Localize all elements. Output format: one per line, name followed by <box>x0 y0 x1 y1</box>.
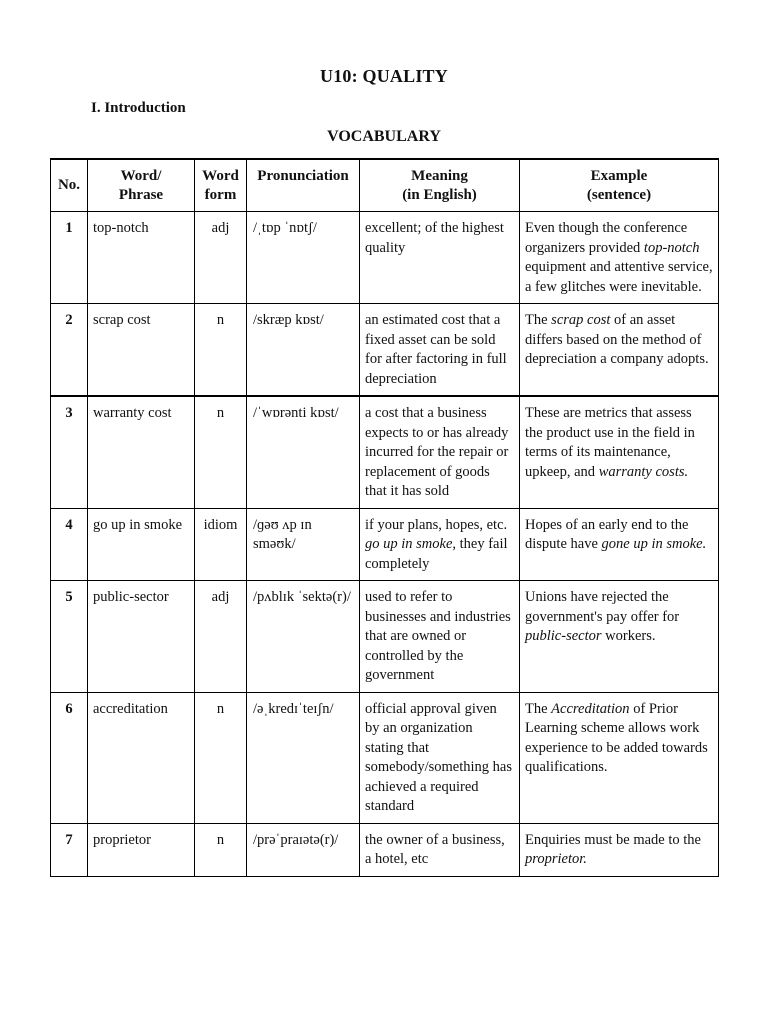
table-row <box>51 581 719 693</box>
row-meaning: excellent; of the highest quality <box>360 212 520 304</box>
row-number: 6 <box>51 692 88 823</box>
row-word-form: n <box>195 304 247 397</box>
row-pronunciation: /skræp kɒst/ <box>247 304 360 397</box>
row-example: The Accreditation of Prior Learning scheme allows work experience to be added towards qualifications. <box>520 692 719 823</box>
header-meaning: Meaning (in English) <box>360 159 520 212</box>
row-example: Even though the conference organizers provided top-notch equipment and attentive service, a few glitches were inevitable. <box>520 212 719 304</box>
header-example: Example (sentence) <box>520 159 719 212</box>
row-number: 5 <box>51 581 88 693</box>
row-example: The scrap cost of an asset differs based on the method of depreciation a company adopts. <box>520 304 719 397</box>
row-word: scrap cost <box>88 304 195 397</box>
header-pronunciation: Pronunciation <box>247 159 360 212</box>
row-word: proprietor <box>88 823 195 876</box>
row-word-form: adj <box>195 212 247 304</box>
row-meaning: if your plans, hopes, etc. go up in smoke, they fail completely <box>360 508 520 581</box>
row-number: 1 <box>51 212 88 304</box>
table-row <box>51 508 719 581</box>
row-example: Unions have rejected the government's pay offer for public-sector workers. <box>520 581 719 693</box>
section-heading: I. Introduction <box>91 100 186 116</box>
header-row <box>51 159 719 212</box>
row-word: go up in smoke <box>88 508 195 581</box>
row-word-form: n <box>195 692 247 823</box>
row-pronunciation: /prəˈpraɪətə(r)/ <box>247 823 360 876</box>
row-example: Enquiries must be made to the proprietor. <box>520 823 719 876</box>
row-meaning: a cost that a business expects to or has already incurred for the repair or replacement of goods that it has sold <box>360 396 520 508</box>
header-word: Word/ Phrase <box>88 159 195 212</box>
row-pronunciation: /ɡəʊ ʌp ɪn sməʊk/ <box>247 508 360 581</box>
row-word-form: adj <box>195 581 247 693</box>
row-example: These are metrics that assess the product use in the field in terms of its maintenance, upkeep, and warranty costs. <box>520 396 719 508</box>
table-row <box>51 692 719 823</box>
row-word-form: n <box>195 396 247 508</box>
table-row <box>51 823 719 876</box>
vocabulary-table <box>50 158 719 877</box>
row-meaning: used to refer to businesses and industries that are owned or controlled by the government <box>360 581 520 693</box>
header-form: Word form <box>195 159 247 212</box>
row-word: warranty cost <box>88 396 195 508</box>
table-row <box>51 304 719 397</box>
row-meaning: official approval given by an organization stating that somebody/something has achieved a required standard <box>360 692 520 823</box>
table-row <box>51 396 719 508</box>
row-word: top-notch <box>88 212 195 304</box>
row-number: 4 <box>51 508 88 581</box>
row-pronunciation: /pʌblɪk ˈsektə(r)/ <box>247 581 360 693</box>
row-number: 3 <box>51 396 88 508</box>
row-pronunciation: /əˌkredɪˈteɪʃn/ <box>247 692 360 823</box>
table-row <box>51 212 719 304</box>
header-no: No. <box>51 159 88 212</box>
row-word-form: n <box>195 823 247 876</box>
row-number: 2 <box>51 304 88 397</box>
row-meaning: an estimated cost that a fixed asset can be sold for after factoring in full depreciation <box>360 304 520 397</box>
table-title: VOCABULARY <box>327 128 441 145</box>
row-pronunciation: /ˌtɒp ˈnɒtʃ/ <box>247 212 360 304</box>
row-word: public-sector <box>88 581 195 693</box>
page-title: U10: QUALITY <box>320 66 448 86</box>
row-pronunciation: /ˈwɒrənti kɒst/ <box>247 396 360 508</box>
row-example: Hopes of an early end to the dispute have gone up in smoke. <box>520 508 719 581</box>
row-meaning: the owner of a business, a hotel, etc <box>360 823 520 876</box>
row-word: accreditation <box>88 692 195 823</box>
row-number: 7 <box>51 823 88 876</box>
row-word-form: idiom <box>195 508 247 581</box>
